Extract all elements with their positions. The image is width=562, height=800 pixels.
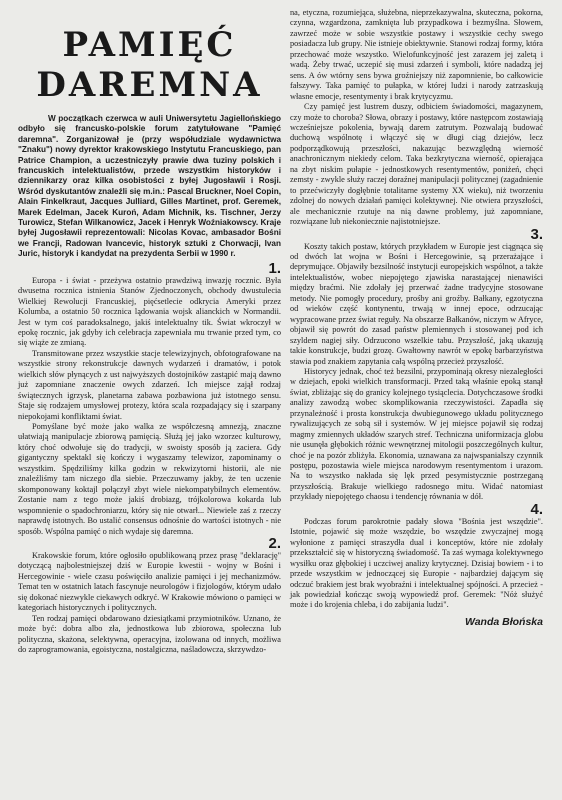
paragraph: Historycy jednak, choć też bezsilni, przypominają okresy niezaległości w dziejach, epoki wielkich transformacji. Przed taką właśnie epoką stanął świat, zbliżając się do granicy kolejnego tysiąclecia. Dotychczasowe środki analizy zawodzą wobec skomplikowania rzeczywistości. Zapadła się przynależność i prosta konstrukcja dwubiegunowego układu politycznego rywalizujących ze sobą sił i systemów. W jej miejsce pojawił się rodzaj magmy zmiennych układów szarych stref. Techniczna uniformizacja globu nie usunęła głębokich różnic wewnętrznej mitologii poszczególnych kultur, choć je na pozór zbliżyła. Ekonomia, uznawana za najwspanialszy czynnik postępu, pozostawia wiele miejsca narodowym resentymentom i urazom. Na to wszystko nakłada się lęk przed pesymistycznie postrzeganą przyszłością. Brakuje wielkiego radosnego mitu. Widać natomiast przykłady niepojętego chaosu i tendencję równania w dół. [290, 366, 543, 502]
section-number-2: 2. [268, 535, 281, 553]
paragraph: Podczas forum parokrotnie padały słowa "Bośnia jest wszędzie". Istotnie, pojawić się może wszędzie, bo wszędzie zwyczajnej mogą wyłonione z pamięci straszydła dual i konceptów, które nie zdołały przekształcić się w historyczną świadomość. Ta zaś wymaga kolektywnego wysiłku oraz głębokiej i uczciwej analizy krytycznej. Dzisiaj bowiem - i to przede wszystkim w jednoczącej się Europie - najbardziej dającym się odczuć brakiem jest brak wyobraźni i intelektualnej spójności. A przecież - jak powiedział kończąc swoją wypowiedź prof. Geremek: "Nóż służyć może i do krojenia chleba, i do zabijania ludzi". [290, 516, 543, 610]
paragraph: na, etyczna, rozumiejąca, służebna, nieprzekazywalna, skuteczna, pokorna, czynna, wzgardzona, zamknięta lub przypadkowa i bezmyślna. Słowem, zawrzeć może w sobie wszystkie postawy i wszystkie cechy swego posiadacza lub grupy. Nie istnieje obiektywnie. Stanowi rodzaj formy, która przechować może wszystko. Wielofunkcyjność jest zarazem jej zaletą i wadą. Żeby trwać, uczepić się musi zdarzeń i symboli, które nadadzą jej sens. A ów wtórny sens bywa groźniejszy niż zapomnienie, bo całkowicie fałszywy. Taka pamięć to pułapka, w której ludzi i narody zatrzaskują własne emocje, resentymenty i brak krytycyzmu. [290, 8, 543, 101]
paragraph: Europa - i świat - przeżywa ostatnio prawdziwą inwazję rocznic. Była dwusetna rocznica istnienia Stanów Zjednoczonych, obchody dwustulecia Wielkiej Rewolucji Francuskiej, pięćsetlecie odkrycia Ameryki przez Kolumba, a ostatnio 50 rocznica lądowania wojsk alianckich w Normandii. Jest w tym coś paradoksalnego, jakiś intelektualny tik. Świat wkroczył w epokę rocznic, jak gdyby ich celebracja zapewniała mu trwanie przed tym, co się wiąże ze zmianą. [18, 275, 281, 348]
left-column [18, 8, 281, 656]
paragraph: Ten rodzaj pamięci obdarowano dziesiątkami przymiotników. Uznano, że może być: dobra albo zła, jednostkowa lub zbiorowa, społeczna lub polityczna, skażona, selektywna, operacyjna, izolowana od innych, możliwa do zaprogramowania, egoistyczna, nostalgiczna, naśladowcza, skrzywdzo- [18, 613, 281, 655]
paragraph: Krakowskie forum, które ogłosiło opublikowaną przez prasę "deklarację" dotyczącą najbolestniejszej dziś w Europie kwestii - wojny w Bośni i Hercegowinie - wiele czasu poświęciło analizie pamięci i jej mechanizmów. Temat ten w ostatnich latach fascynuje neurologów i fizjologów, którym udało się dokonać niezwykle ciekawych odkryć. W Krakowie mówiono o pamięci w kategoriach historycznych i politycznych. [18, 551, 281, 613]
paragraph: Koszty takich postaw, których przykładem w Europie jest ciągnąca się od dwóch lat wojna w Bośni i Hercegowinie, są przerażające i deprymujące. Objawiły bezsilność instytucji europejskich wspólnot, a także intelektualistów, wobec niepojętego zjawiska narastającej nienawiści między braćmi. Nie zdołały jej przerwać żadne tradycyjne stosowane metody. Nie pomogły procedury, prośby ani groźby. Bałkany, egzotyczna od wieków część kontynentu, trwają w innej epoce, odrzucając wypracowane przez świat reguły. Na obszarze Bałkanów, niczym w Afryce, objawił się powrót do zasad państw plemiennych i stosowanej pod ich szyldem nagiej siły. Odrzucono wszelkie tabu. Przyszłość, jaką ukazują takie konstrukcje, budzi grozę. Gwałtowny nawrót w epokę barbarzyństwa stawia pod znakiem zapytania całą wspólną przecież przyszłość. [290, 241, 543, 366]
headline-line-2: DAREMNA [36, 65, 263, 105]
paragraph: Pomyślane być może jako walka ze współczesną amnezją, znaczne ułatwiają manipulacje zbiorową pamięcią. Służą jej jako wzorzec kulturowy, który choć odwołuje się do tradycji, w swoisty sposób ją zaciera. Gdy gigantyczny spektakl się kończy i wygaszamy telewizor, zapominamy o wszystkim. Spędziliśmy kilka godzin w rekwizytorni historii, ale nie znaleźliśmy tam niczego dla siebie. Przeczuwamy jakby, że ten uczenie skomponowany koktajl połączył zbyt wiele niekompatybilnych elementów. Zostanie nam z tego może jakiś drobiazg, trójkolorowa kokarda lub wspomnienie o spadochroniarzu, który się nie otwarł... Niewiele zaś z rzeczy naprawdę istotnych. Bo ustalić consensus odnośnie do wartości istotnych - nie sposób. Wspólna pamięć o nich wydaje się daremna. [18, 422, 281, 536]
section-number-1: 1. [268, 259, 281, 277]
section-number-3: 3. [530, 225, 543, 243]
headline-line-1: PAMIĘĆ [62, 25, 237, 65]
paragraph: Transmitowane przez wszystkie stacje telewizyjnych, obfotografowane na wszystkie strony rekonstrukcje dawnych wydarzeń i dramatów, i potok wielkich słów płynących z ust najwyższych dostojników zastąpić mają dawno już zapomniane znaczenie owych zdarzeń. Ich miejsce zajął rodzaj świątecznych igrzysk, planetarna zabawa pozbawiona już istotnego sensu. Staje się rodzajem umysłowej protezy, która scala rozpadający się i szarpany niepokojami konfliktami świat. [18, 348, 281, 421]
right-column [290, 8, 543, 627]
paragraph: Czy pamięć jest lustrem duszy, odbiciem świadomości, magazynem, czy może to choroba? Słowa, obrazy i postawy, które następcom zostawiają wcześniejsze pokolenia, bywają darem zatrutym. Pozwalają budować duchową wspólnotę i włączyć się w długi ciąg dziejów, lecz podporządkowują przeszłości, nakazując bezwzględną wierność anachronicznym niekiedy celom. Taka bezkrytyczna wierność, opierająca na zbyt niskim pułapie - jednostkowych resentymentów, poniżeń, chęci zemsty - zwykle służy raczej doraźnej manipulacji politycznej (zagadnienie to przećwiczyły dogłębnie totalitarne systemy XX wieku), niż tworzeniu zdolnej do nowych działań pamięci kolektywnej. Nie otwiera przyszłości, ale mechanicznie rzutuje na nią dawne problemy, już zapomniane, rozwiązane lub niekoniecznie najistotniejsze. [290, 102, 543, 227]
lead-text: W początkach czerwca w auli Uniwersytetu Jagiellońskiego odbyło się francusko-polskie forum zatytułowane "Pamięć daremna". Zorganizował je (przy współudziale wydawnictwa "Znaku") nowy dyrektor krakowskiego Instytutu Francuskiego, pan Patrice Champion, a uczestniczyły prawie dwa tuziny polskich i francuskich intelektualistów, przede wszystkim historyków i dziennikarzy oraz kilka osobistości z byłej Jugosławii i Rosji. Wśród dyskutantów znaleźli się m.in.: Pascal Bruckner, Noel Copin, Alain Finkelkraut, Jacques Julliard, Gilles Martinet, prof. Geremek, Marek Edelman, Jacek Kuroń, Adam Michnik, ks. Tischner, Jerzy Turowicz, Stefan Wilkanowicz, Jacek i Henryk Woźniakowscy. Kraje byłej Jugosławii reprezentowali: Nicolas Kovac, ambasador Bośni we Francji, Radowan Ivancevic, historyk sztuki z Chorwacji, Ivan Juric, historyk i kandydat na prezydenta Serbii w 1990 r. [18, 114, 281, 259]
section-number-4: 4. [530, 500, 543, 518]
article-lead [18, 114, 281, 260]
author-signature: Wanda Błońska [465, 615, 543, 628]
